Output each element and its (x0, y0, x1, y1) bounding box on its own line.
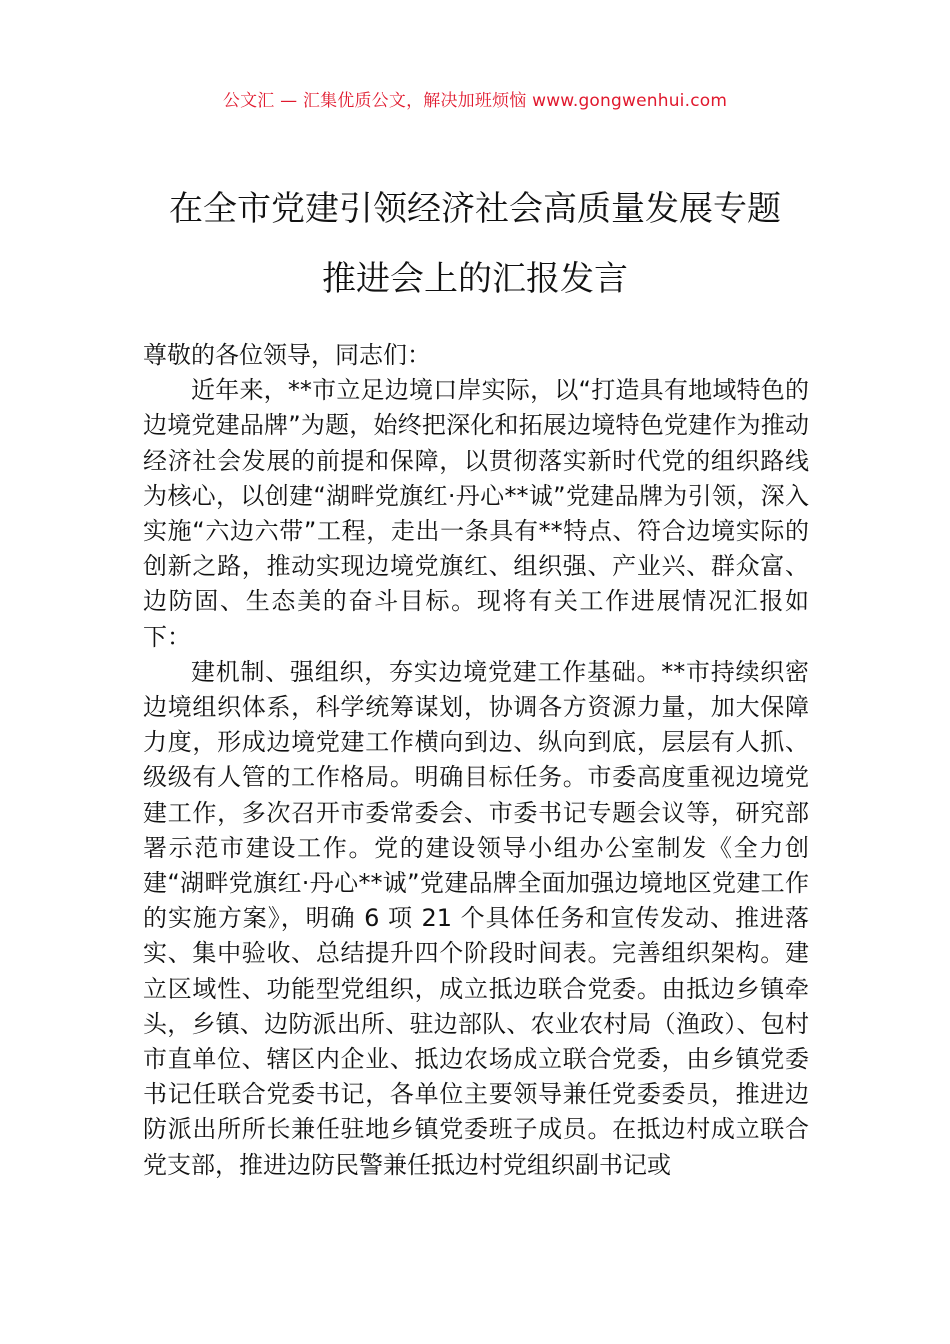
salutation: 尊敬的各位领导，同志们： (143, 341, 431, 369)
document-title (60, 174, 890, 314)
paragraph-1: 近年来，**市立足边境口岸实际，以“打造具有地域特色的边境党建品牌”为题，始终把深化和拓展边境特色党建作为推动经济社会发展的前提和保障，以贯彻落实新时代党的组织路线为核心，以创建“湖畔党旗红·丹心**诚”党建品牌为引领，深入实施“六边六带”工程，走出一条具有**特点、符合边境实际的创新之路，推动实现边境党旗红、组织强、产业兴、群众富、边防固、生态美的奋斗目标。现将有关工作进展情况汇报如下： (143, 376, 809, 651)
paragraph-2: 建机制、强组织，夯实边境党建工作基础。**市持续织密边境组织体系，科学统筹谋划，协调各方资源力量，加大保障力度，形成边境党建工作横向到边、纵向到底，层层有人抓、级级有人管的工作格局。明确目标任务。市委高度重视边境党建工作，多次召开市委常委会、市委书记专题会议等，研究部署示范市建设工作。党的建设领导小组办公室制发《全力创建“湖畔党旗红·丹心**诚”党建品牌全面加强边境地区党建工作的实施方案》，明确 6 项 21 个具体任务和宣传发动、推进落实、集中验收、总结提升四个阶段时间表。完善组织架构。建立区域性、功能型党组织，成立抵边联合党委。由抵边乡镇牵头，乡镇、边防派出所、驻边部队、农业农村局（渔政）、包村市直单位、辖区内企业、抵边农场成立联合党委，由乡镇党委书记任联合党委书记，各单位主要领导兼任党委委员，推进边防派出所所长兼任驻地乡镇党委班子成员。在抵边村成立联合党支部，推进边防民警兼任抵边村党组织副书记或 (143, 657, 809, 1179)
title-line-1: 在全市党建引领经济社会高质量发展专题 (169, 189, 781, 229)
title-line-2: 推进会上的汇报发言 (322, 259, 628, 299)
document-body (143, 338, 809, 1183)
site-banner: 公文汇 — 汇集优质公文，解决加班烦恼 www.gongwenhui.com (222, 91, 728, 111)
